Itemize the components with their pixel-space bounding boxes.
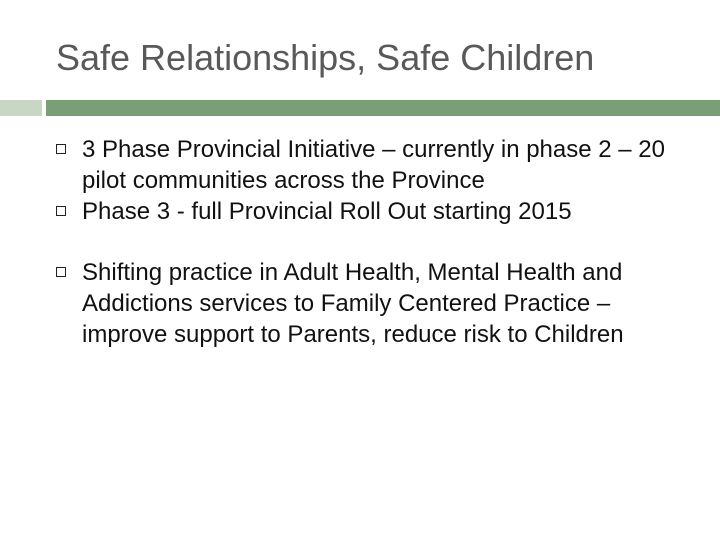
bullet-list: [56, 134, 696, 350]
title-rule-accent: [0, 100, 42, 116]
title-rule: [46, 100, 720, 116]
bullet-text: Phase 3 - full Provincial Roll Out starting 2015: [82, 198, 572, 225]
bullet-item: [56, 196, 696, 227]
square-bullet-icon: [56, 267, 66, 277]
square-bullet-icon: [56, 144, 66, 154]
bullet-item: [56, 134, 696, 196]
bullet-text: Shifting practice in Adult Health, Mental Health and Addictions services to Family Centered Practice – improve support to Parents, reduce risk to Children: [82, 259, 624, 348]
slide-title: Safe Relationships, Safe Children: [56, 37, 595, 78]
bullet-text: 3 Phase Provincial Initiative – currently in phase 2 – 20 pilot communities across the Province: [82, 136, 665, 194]
bullet-item: [56, 257, 696, 350]
square-bullet-icon: [56, 206, 66, 216]
